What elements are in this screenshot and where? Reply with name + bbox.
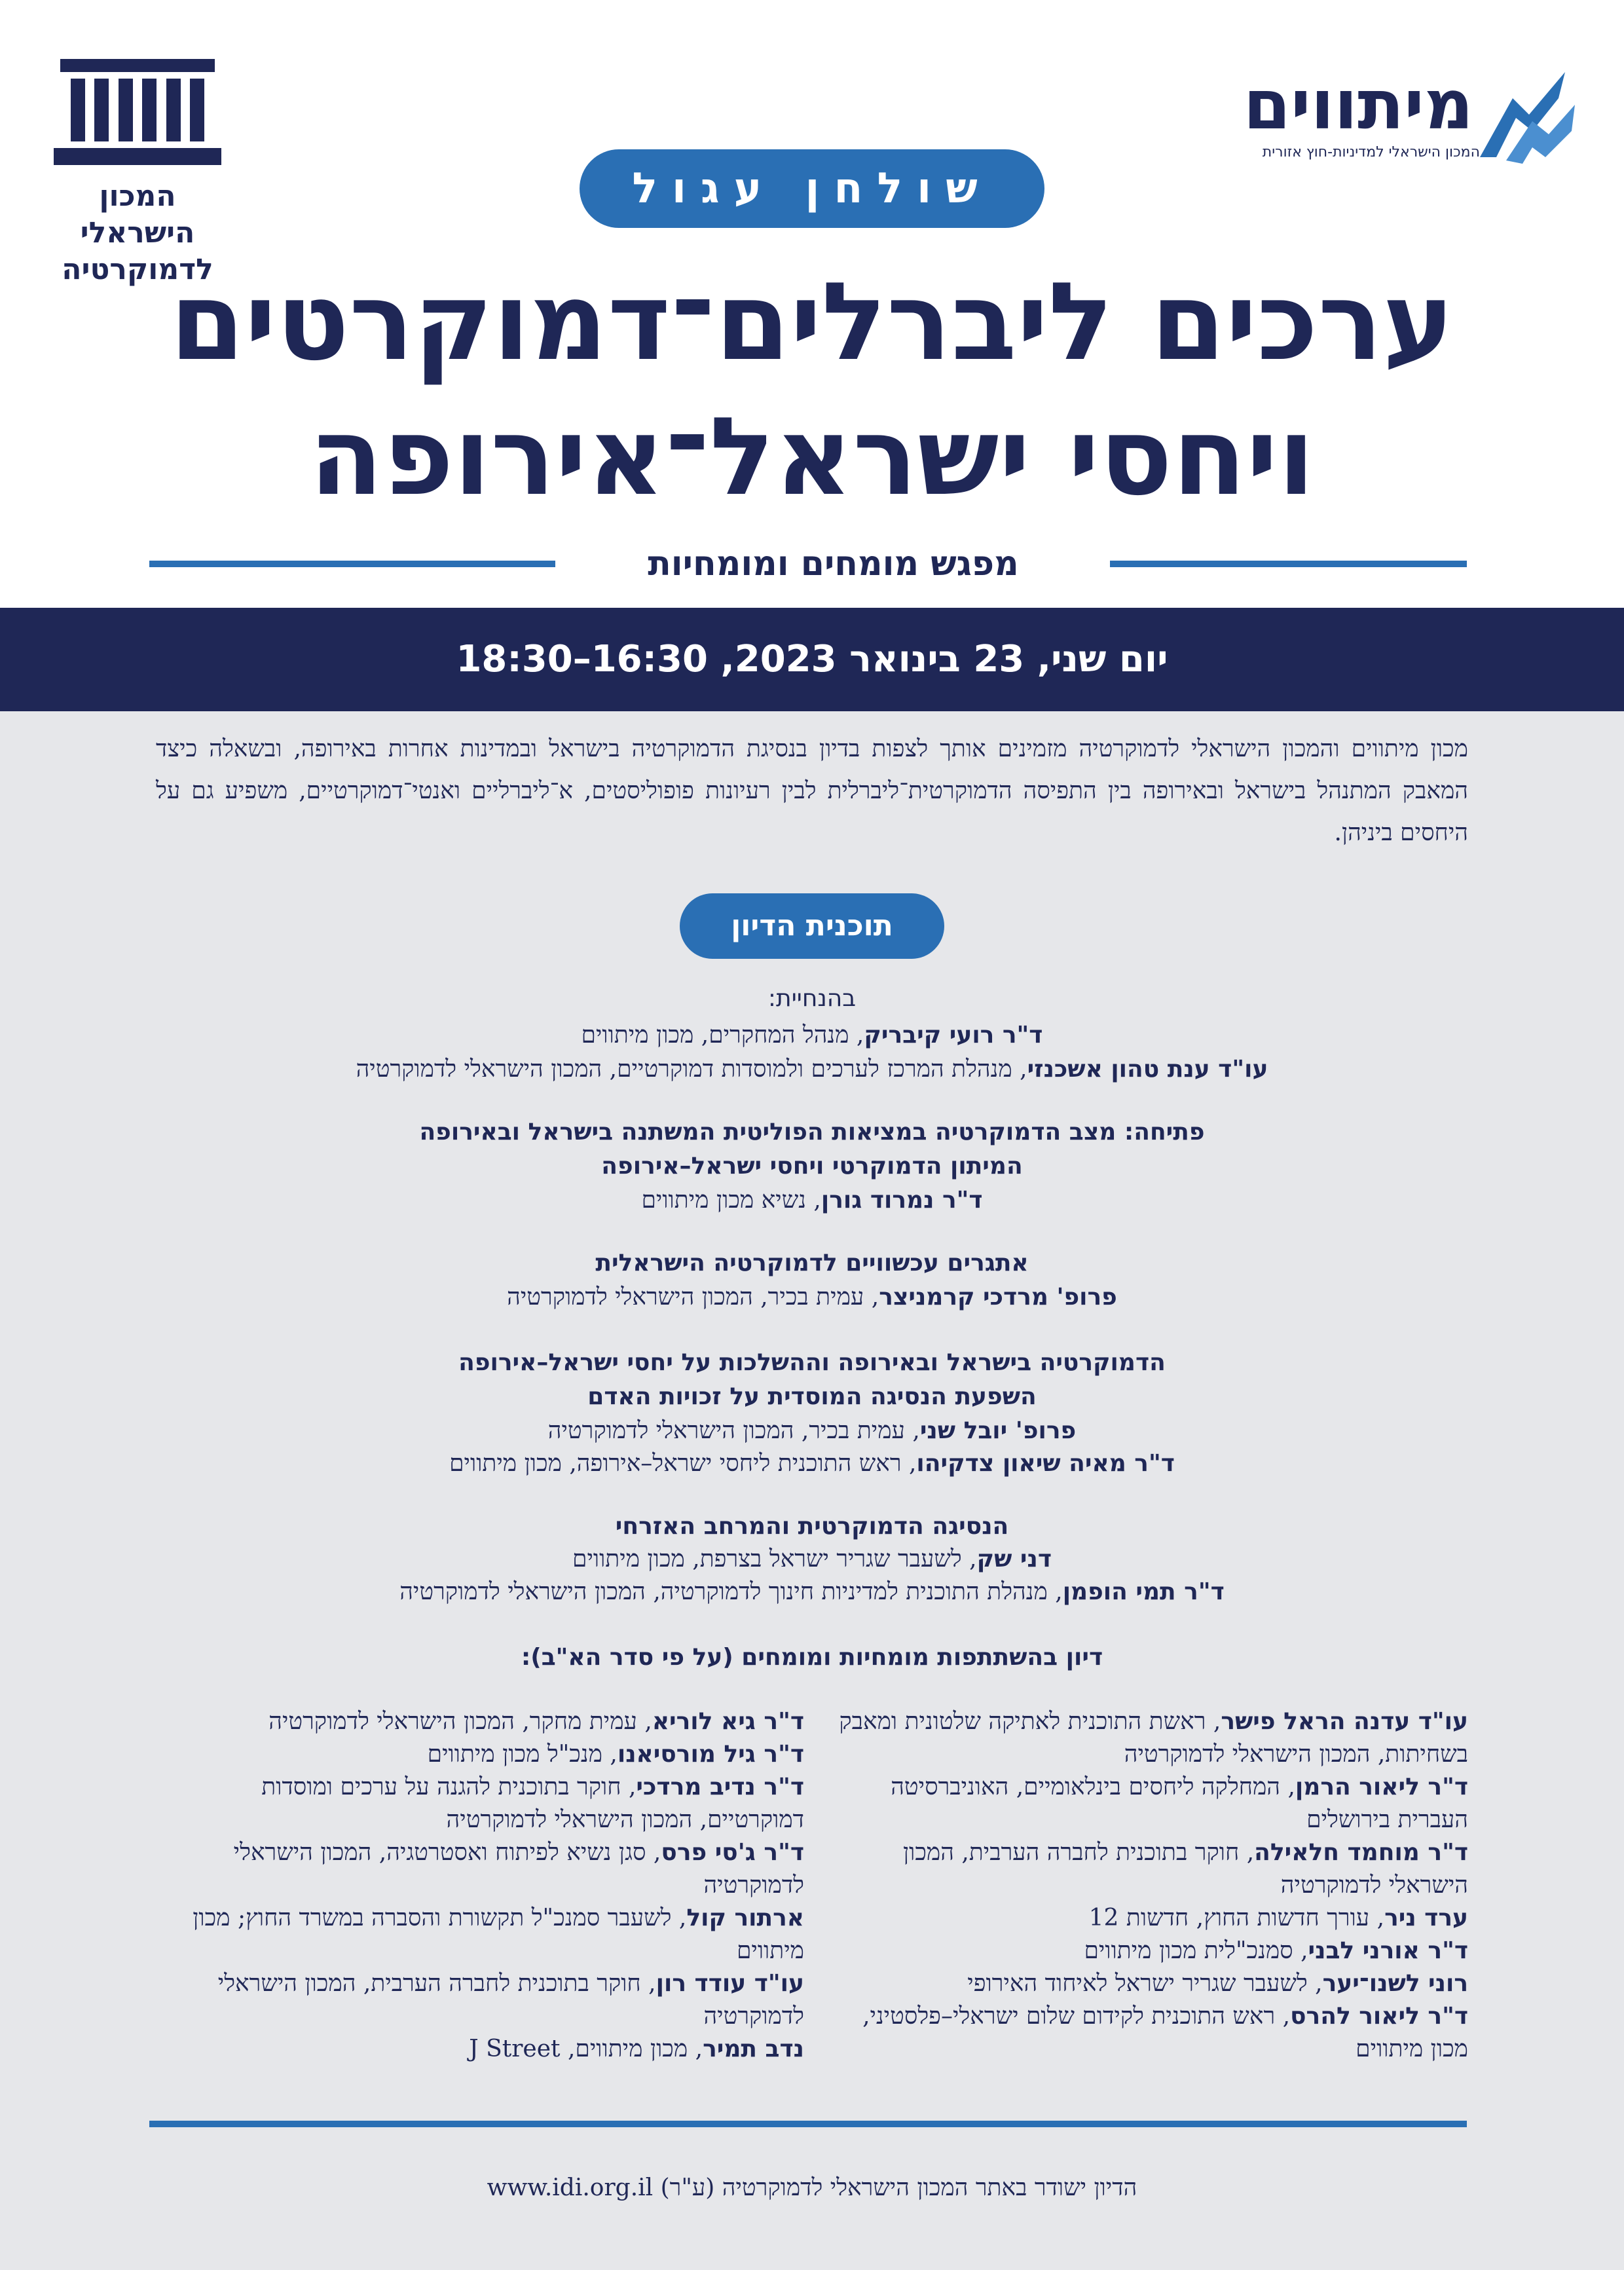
participant-entry [826, 1935, 1468, 1967]
moderator-line [0, 1019, 1624, 1052]
speaker-role: , נשיא מכון מיתווים [641, 1187, 821, 1214]
participant-role: , חוקר בתוכנית לחברה הערבית, המכון הישראלי לדמוקרטיה [217, 1970, 804, 2030]
mitvim-logo [1192, 59, 1578, 170]
speaker-line [0, 1415, 1624, 1447]
idi-logo-base [54, 148, 221, 165]
participant-role: , המחלקה ליחסים בינלאומיים, האוניברסיטה העברית בירושלים [891, 1774, 1468, 1833]
section-heading: הדמוקרטיה בישראל ובאירופה וההשלכות על יחסי ישראל–אירופה [458, 1349, 1166, 1376]
talk-title: אתגרים עכשוויים לדמוקרטיה הישראלית [595, 1250, 1029, 1276]
participant-name: רוני לשנו־יער [1322, 1970, 1468, 1997]
discussion-heading: דיון בהשתתפות מומחיות ומומחים (על פי סדר הא"ב): [521, 1644, 1103, 1671]
subtitle-divider-right [1110, 561, 1467, 567]
moderator-role: , מנהלת המרכז לערכים ולמוסדות דמוקרטיים, המכון הישראלי לדמוקרטיה [356, 1056, 1027, 1083]
speaker-line [0, 1184, 1624, 1217]
idi-logo-columns-icon [71, 79, 204, 141]
participant-entry [156, 1836, 804, 1902]
moderation-label: בהנחיית: [767, 985, 857, 1012]
participant-entry [156, 1705, 804, 1738]
talk-title: המיתון הדמוקרטי ויחסי ישראל–אירופה [601, 1153, 1023, 1180]
participant-entry [826, 1902, 1468, 1935]
idi-logo [39, 59, 236, 288]
subtitle: מפגש מומחים ומומחיות [648, 544, 1019, 584]
subtitle-divider-left [149, 561, 555, 567]
participants-column-left [156, 1705, 804, 2066]
participant-role: , סמנכ"לית מכון מיתווים [1084, 1937, 1308, 1964]
participant-role: , מכון מיתווים, J Street [469, 2036, 703, 2062]
participant-name: ערד ניר [1384, 1905, 1468, 1931]
speaker-role: , ראש התוכנית ליחסי ישראל–אירופה, מכון מיתווים [449, 1450, 917, 1477]
idi-logo-name-line2: לדמוקרטיה [62, 253, 213, 286]
participant-name: ד"ר מוחמד חלאילה [1254, 1839, 1468, 1866]
speaker-line [0, 1447, 1624, 1480]
participant-name: ד"ר ג'סי פרס [661, 1839, 804, 1866]
participant-entry [826, 1836, 1468, 1902]
participant-role: , סגן נשיא לפיתוח ואסטרטגיה, המכון הישראלי לדמוקרטיה [233, 1839, 804, 1899]
participant-role: , חוקר בתוכנית לחברה הערבית, המכון הישראלי לדמוקרטיה [902, 1839, 1468, 1899]
page-title-line2: ויחסי ישראל־אירופה [309, 394, 1315, 519]
idi-logo-name-line1: המכון הישראלי [80, 179, 195, 250]
participant-name: ד"ר גיל מורסיאנו [617, 1741, 804, 1768]
participant-name: ד"ר אורני לבני [1308, 1937, 1468, 1964]
speaker-name: ד"ר נמרוד גורן [821, 1187, 983, 1214]
opening-heading: פתיחה: מצב הדמוקרטיה במציאות הפוליטית המשתנה בישראל ובאירופה [419, 1119, 1205, 1145]
participant-role: , מנכ"ל מכון מיתווים [427, 1741, 618, 1768]
moderator-name: עו"ד ענת טהון אשכנזי [1027, 1056, 1268, 1083]
participant-name: ד"ר ליאור הרמן [1295, 1774, 1468, 1800]
participant-entry [156, 2033, 804, 2066]
participant-name: עו"ד עדנה הראל פישר [1221, 1708, 1468, 1735]
footer-divider [149, 2121, 1467, 2127]
mitvim-logo-word: מיתווים [1243, 65, 1473, 145]
talk-title: השפעת הנסיגה המוסדית על זכויות האדם [587, 1383, 1037, 1410]
talk-title: הנסיגה הדמוקרטית והמרחב האזרחי [615, 1513, 1009, 1540]
program-badge: תוכנית הדיון [680, 893, 944, 959]
participant-role: , ראש התוכנית לקידום שלום ישראלי–פלסטיני, מכון מיתווים [862, 2003, 1468, 2062]
participant-entry [826, 1967, 1468, 2000]
participant-name: ד"ר ליאור להרס [1290, 2003, 1468, 2030]
speaker-role: , עמית בכיר, המכון הישראלי לדמוקרטיה [507, 1284, 879, 1311]
mitvim-logo-tagline: המכון הישראלי למדיניות-חוץ אזורית [1262, 144, 1480, 160]
participant-role: , ראשת התוכנית לאתיקה שלטונית ומאבק בשחיתות, המכון הישראלי לדמוקרטיה [839, 1708, 1468, 1768]
footer-broadcast-note: הדיון ישודר באתר המכון הישראלי לדמוקרטיה (ע"ר) www.idi.org.il [487, 2174, 1137, 2201]
moderator-name: ד"ר רועי קיבריק [864, 1022, 1043, 1049]
speaker-role: , לשעבר שגריר ישראל בצרפת, מכון מיתווים [572, 1546, 977, 1572]
participant-name: עו"ד עודד רון [655, 1970, 804, 1997]
speaker-line [0, 1543, 1624, 1576]
participant-role: , עמית מחקר, המכון הישראלי לדמוקרטיה [268, 1708, 652, 1735]
speaker-line [0, 1281, 1624, 1314]
participant-role: , לשעבר שגריר ישראל לאיחוד האירופי [967, 1970, 1323, 1997]
participant-entry [156, 1967, 804, 2033]
participant-role: , לשעבר סמנכ"ל תקשורת והסברה במשרד החוץ; מכון מיתווים [193, 1905, 804, 1964]
idi-logo-pediment [60, 59, 215, 72]
participant-name: ד"ר נדיב מרדכי [636, 1774, 804, 1800]
speaker-name: פרופ' מרדכי קרמניצר [879, 1284, 1117, 1311]
participant-entry [156, 1902, 804, 1967]
speaker-name: דני שק [976, 1546, 1052, 1572]
moderator-role: , מנהל המחקרים, מכון מיתווים [581, 1022, 864, 1049]
intro-paragraph: מכון מיתווים והמכון הישראלי לדמוקרטיה מזמינים אותך לצפות בדיון בנסיגת הדמוקרטיה בישראל ובמדינות אחרות באירופה, ובשאלה כיצד המאבק המתנהל בישראל ובאירופה בין התפיסה הדמוקרטית־ליברלית לבין רעיונות פופוליסטים, א־ליברליים ואנטי־דמוקרטיים, משפיע גם על היחסים ביניהן. [156, 735, 1468, 846]
participant-entry [156, 1738, 804, 1771]
moderator-line [0, 1053, 1624, 1086]
speaker-name: ד"ר מאיה שיאון צדקיהו [916, 1450, 1175, 1477]
event-type-badge: שולחן עגול [580, 149, 1044, 228]
speaker-role: , עמית בכיר, המכון הישראלי לדמוקרטיה [547, 1417, 920, 1444]
participant-entry [826, 1771, 1468, 1836]
mitvim-arrows-icon [1467, 59, 1578, 170]
participant-entry [826, 1705, 1468, 1771]
participant-entry [826, 2000, 1468, 2066]
participant-entry [156, 1771, 804, 1836]
participants-column-right [826, 1705, 1468, 2066]
participant-name: ד"ר גיא לוריא [652, 1708, 804, 1735]
participant-name: נדב תמיר [703, 2036, 804, 2062]
event-date: יום שני, 23 בינואר 2023, 16:30–18:30 [456, 638, 1168, 680]
page-title-line1: ערכים ליברלים־דמוקרטים [170, 259, 1454, 384]
participant-name: ארתור קול [686, 1905, 804, 1931]
speaker-name: פרופ' יובל שני [919, 1417, 1077, 1444]
speaker-line [0, 1576, 1624, 1609]
participant-role: , עורך חדשות החוץ, חדשות 12 [1088, 1905, 1385, 1931]
speaker-role: , מנהלת התוכנית למדיניות חינוך לדמוקרטיה, המכון הישראלי לדמוקרטיה [399, 1578, 1063, 1605]
participant-role: , חוקר בתוכנית להגנה על ערכים ומוסדות דמוקרטיים, המכון הישראלי לדמוקרטיה [261, 1774, 804, 1833]
speaker-name: ד"ר תמי הופמן [1062, 1578, 1225, 1605]
